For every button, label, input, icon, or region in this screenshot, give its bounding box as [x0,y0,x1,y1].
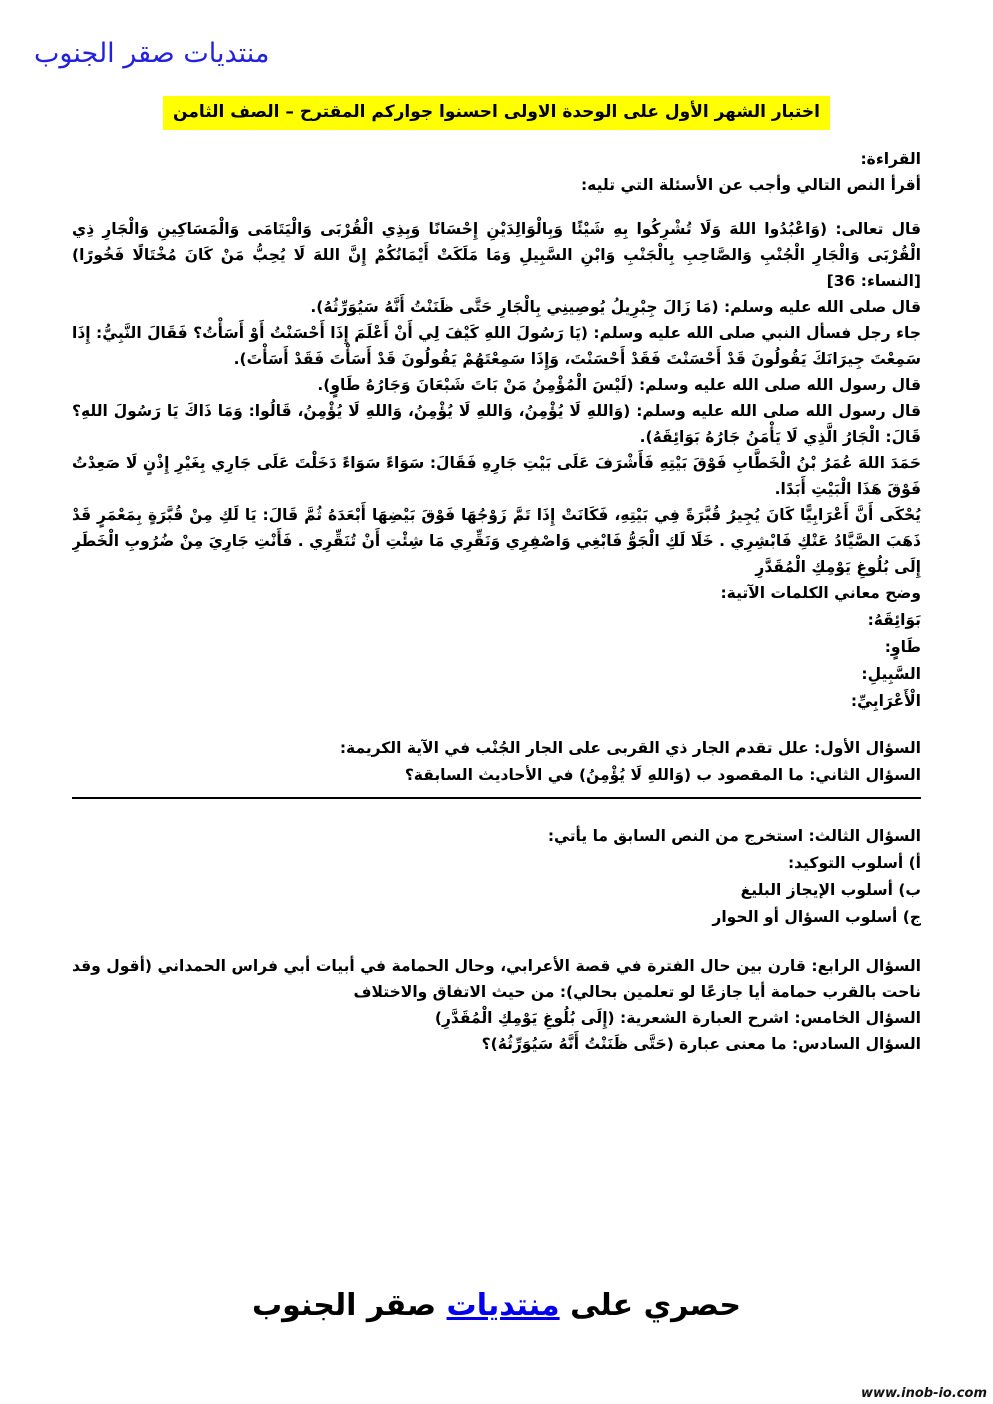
passage-hadith-jibril: قال صلى الله عليه وسلم: (مَا زَالَ جِبْرِيلُ يُوصِينِي بِالْجَارِ حَتَّى ظَنَنْتُ أَنَّهُ سَيُوَرِّثُهُ). [310,298,921,316]
vocab-word-sabil: السَّبِيلِ: [861,665,921,683]
reading-lead [72,146,921,198]
passage-story-umar: حَمَدَ اللهَ عُمَرُ بْنُ الْخَطَّابِ فَوْقَ بَيْتِهِ فَأَشْرَفَ عَلَى بَيْتِ جَارِهِ فَقَالَ: سَوَاءً سَوَاءً دَخَلْتَ عَلَى جَارِي بِغَيْرِ إِذْنٍ لَا صَعِدْتُ فَوْقَ هَذَا الْبَيْتِ أَبَدًا. [72,454,921,498]
site-logo-text: منتديات صقر الجنوب [34,38,270,69]
passage-quran-verse: قال تعالى: (وَاعْبُدُوا اللهَ وَلَا تُشْرِكُوا بِهِ شَيْئًا وَبِالْوَالِدَيْنِ إِحْسَانًا وَبِذِي الْقُرْبَى وَالْيَتَامَى وَالْمَسَاكِينِ وَالْجَارِ ذِي الْقُرْبَى وَالْجَارِ الْجُنْبِ وَالصَّاحِبِ بِالْجَنْبِ وَابْنِ السَّبِيلِ وَمَا مَلَكَتْ أَيْمَانُكُمْ إِنَّ اللهَ لَا يُحِبُّ مَنْ كَانَ مُخْتَالًا فَخُورًا) [النساء: 36] [72,220,921,290]
footer-exclusive-line [0,1286,993,1326]
section-divider [72,797,921,799]
question-3-item-b: ب) أسلوب الإيجاز البليغ [740,881,921,899]
vocabulary-section [72,580,921,715]
exam-body [72,146,921,1057]
question-2: السؤال الثاني: ما المقصود ب (وَاللهِ لَا يُؤْمِنُ) في الأحاديث السابقة؟ [404,766,921,784]
reading-instruction: أقرأ النص التالي وأجب عن الأسئلة التي تليه: [580,176,921,194]
question-3-block [72,823,921,931]
passage-hadith-man-question: جاء رجل فسأل النبي صلى الله عليه وسلم: (يَا رَسُولَ اللهِ كَيْفَ لِي أَنْ أَعْلَمَ إِذَا أَحْسَنْتُ أَوْ أَسَأْتُ؟ فَقَالَ النَّبِيُّ: إِذَا سَمِعْتَ جِيرَانَكَ يَقُولُونَ قَدْ أَحْسَنْتَ فَقَدْ أَحْسَنْتَ، وَإِذَا سَمِعْتَهُمْ يَقُولُونَ قَدْ أَسَأْتَ فَقَدْ أَسَأْتَ). [72,324,921,368]
passage-story-arabi: يُحْكَى أَنَّ أَعْرَابِيًّا كَانَ يُجِيرُ قُبَّرَةً فِي بَيْتِهِ، فَكَانَتْ إِذَا تَمَّ زَوْجُهَا فَوْقَ بَيْضِهَا أَبْعَدَهُ ثُمَّ قَالَ: يَا لَكِ مِنْ قُبَّرَةٍ بِمَعْمَرٍ قَدْ ذَهَبَ الصَّيَّادُ عَنْكِ فَابْشِرِي . خَلَا لَكِ الْجَوُّ فَابْغِي وَاصْفِرِي وَنَقِّرِي مَا شِئْتِ أَنْ تُنَقِّرِي . فَأَنْتِ جَارِيَ مِنْ ضُرُوبِ الْخَطَرِ إِلَى بُلُوغِ يَوْمِكِ الْمُقَدَّرِ [72,506,921,576]
question-4: السؤال الرابع: قارن بين حال الفترة في قصة الأعرابي، وحال الحمامة في أبيات أبي فراس الحمداني (أقول وقد ناحت بالقرب حمامة أيا جازعًا لو تعلمين بحالي): من حيث الاتفاق والاختلاف [72,957,921,1001]
vocab-heading: وضح معاني الكلمات الآتية: [720,584,921,602]
spacer [72,935,921,953]
watermark-url: www.inob-io.com [861,1386,987,1401]
questions-1-2 [72,735,921,789]
exam-title: اختبار الشهر الأول على الوحدة الاولى احسنوا جواركم المقترح – الصف الثامن [163,96,830,130]
footer-forum-link[interactable]: منتديات [446,1288,560,1323]
question-3: السؤال الثالث: استخرج من النص السابق ما يأتي: [547,827,921,845]
question-1: السؤال الأول: علل تقدم الجار ذي القربى على الجار الجُنْب في الآية الكريمة: [339,739,921,757]
vocab-word-bawaiq: بَوَائِقَهُ: [867,611,921,629]
question-3-item-a: أ) أسلوب التوكيد: [787,854,921,872]
question-5: السؤال الخامس: اشرح العبارة الشعرية: (إِلَى بُلُوغِ يَوْمِكِ الْمُقَدَّرِ) [434,1009,921,1027]
question-6: السؤال السادس: ما معنى عبارة (حَتَّى ظَنَنْتُ أَنَّهُ سَيُوَرِّثُهُ)؟ [481,1035,921,1053]
passage-hadith-bawaiq: قال رسول الله صلى الله عليه وسلم: (وَاللهِ لَا يُؤْمِنُ، وَاللهِ لَا يُؤْمِنُ، وَاللهِ لَا يُؤْمِنُ، قَالُوا: وَمَا ذَاكَ يَا رَسُولَ اللهِ؟ قَالَ: الْجَارُ الَّذِي لَا يَأْمَنُ جَارُهُ بَوَائِقَهُ). [72,402,921,446]
exam-title-row [0,96,993,130]
question-3-item-c: ج) أسلوب السؤال أو الحوار [712,908,921,926]
footer-exclusive-prefix: حصري على [559,1288,741,1323]
reading-section-heading: القراءة: [860,150,921,168]
vocab-word-arabi: الْأَعْرَابِيِّ: [850,692,921,710]
passage-hadith-hungry-neighbor: قال رسول الله صلى الله عليه وسلم: (لَيْسَ الْمُؤْمِنُ مَنْ بَاتَ شَبْعَانَ وَجَارُهُ طَاوٍ). [317,376,921,394]
footer-exclusive-suffix: صقر الجنوب [252,1288,447,1323]
vocab-word-tawin: طَاوٍ: [884,638,921,656]
